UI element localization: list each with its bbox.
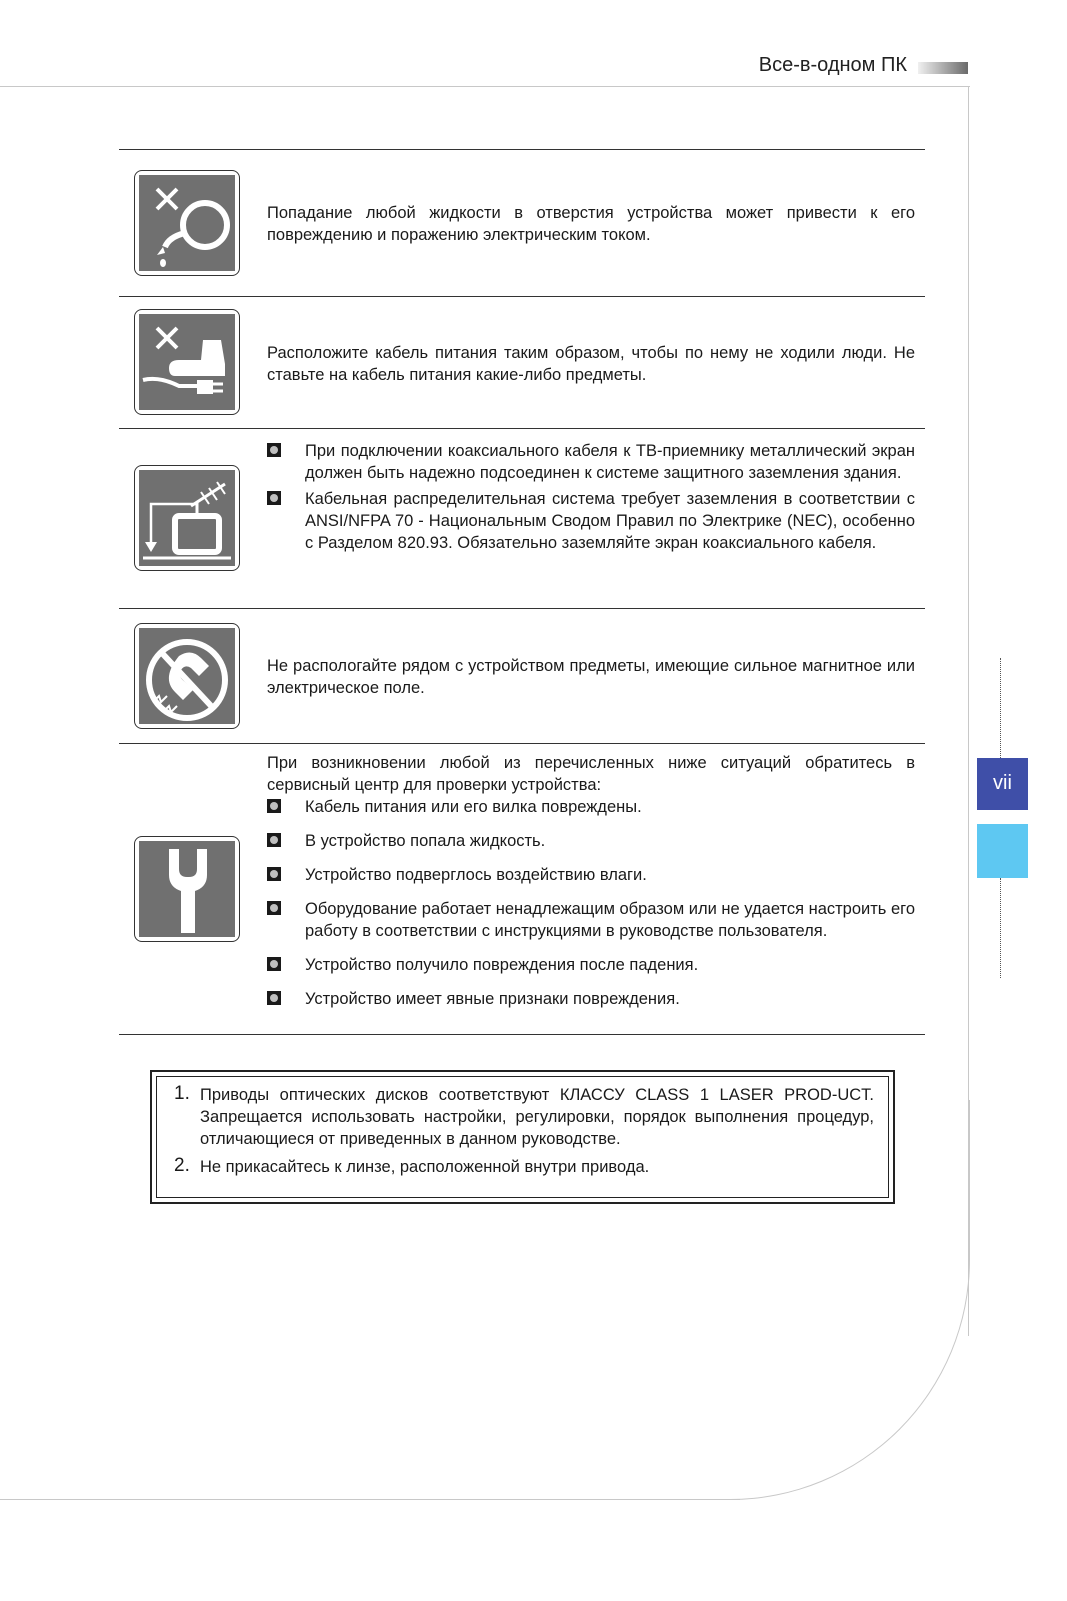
- page-number-tab: vii: [977, 758, 1028, 810]
- no-magnet-icon: [134, 623, 240, 729]
- note-text: Не прикасайтесь к линзе, расположенной внутри привода.: [200, 1158, 650, 1176]
- safety-row-service: [119, 743, 925, 1035]
- safety-row-coaxial: [119, 428, 925, 609]
- side-dotted-line-bottom: [1000, 878, 1001, 978]
- liquid-warning-icon: [134, 170, 240, 276]
- wrench-service-icon: [134, 836, 240, 942]
- list-item: Кабельная распределительная система требует заземления в соответствии с ANSI/NFPA 70 - Национальным Сводом Правил по Электрике (NEC), особенно с Разделом 820.93. Обязательно заземляйте экран коаксиального кабеля.: [267, 488, 915, 554]
- list-item: Устройство подверглось воздействию влаги.: [267, 864, 915, 886]
- safety-text-liquid: Попадание любой жидкости в отверстия устройства может привести к его повреждению и поражению электрическим током.: [267, 204, 915, 244]
- note-number: 1.: [174, 1083, 190, 1104]
- note-text: Приводы оптических дисков соответствуют КЛАССУ CLASS 1 LASER PROD-UCT. Запрещается использовать настройки, регулировки, порядок выполнения процедур, отличающиеся от приведенных в данном руководстве.: [200, 1086, 874, 1148]
- bullet-icon: [267, 957, 281, 971]
- safety-row-cable: [119, 296, 925, 429]
- list-item: [174, 1156, 874, 1178]
- service-bullet-list: [267, 796, 915, 1010]
- list-item: Устройство имеет явные признаки повреждения.: [267, 988, 915, 1010]
- safety-row-magnet: [119, 608, 925, 744]
- header-gradient-bar: [918, 62, 968, 74]
- page-tab-accent: [977, 824, 1028, 878]
- page-frame-top: [0, 86, 970, 87]
- notes-list: [174, 1084, 874, 1184]
- list-item: Кабель питания или его вилка повреждены.: [267, 796, 915, 818]
- safety-text-magnet: Не распологайте рядом с устройством предметы, имеющие сильное магнитное или электрическое поле.: [267, 657, 915, 697]
- coaxial-bullet-list: [267, 440, 915, 554]
- list-item: [174, 1084, 874, 1150]
- safety-row-liquid: [119, 149, 925, 297]
- bullet-icon: [267, 991, 281, 1005]
- side-dotted-line-top: [1000, 658, 1001, 758]
- page-frame-bottom: [0, 1499, 740, 1500]
- list-item: Устройство получило повреждения после падения.: [267, 954, 915, 976]
- bullet-icon: [267, 443, 281, 457]
- list-item: В устройство попала жидкость.: [267, 830, 915, 852]
- bullet-icon: [267, 491, 281, 505]
- list-item: Оборудование работает ненадлежащим образом или не удается настроить его работу в соответствии с инструкциями в руководстве пользователя.: [267, 898, 915, 942]
- safety-text-cable: Расположите кабель питания таким образом, чтобы по нему не ходили люди. Не ставьте на кабель питания какие-либо предметы.: [267, 344, 915, 384]
- bullet-icon: [267, 867, 281, 881]
- bullet-icon: [267, 901, 281, 915]
- tv-antenna-ground-icon: [134, 465, 240, 571]
- note-number: 2.: [174, 1155, 190, 1176]
- bullet-icon: [267, 799, 281, 813]
- power-cable-step-icon: [134, 309, 240, 415]
- service-intro-text: При возникновении любой из перечисленных ниже ситуаций обратитесь в сервисный центр для проверки устройства:: [267, 754, 915, 794]
- page-header-title: Все-в-одном ПК: [758, 54, 907, 76]
- list-item: При подключении коаксиального кабеля к ТВ-приемнику металлический экран должен быть надежно подсоединен к системе защитного заземления здания.: [267, 440, 915, 484]
- laser-notes-box: [150, 1070, 895, 1204]
- bullet-icon: [267, 833, 281, 847]
